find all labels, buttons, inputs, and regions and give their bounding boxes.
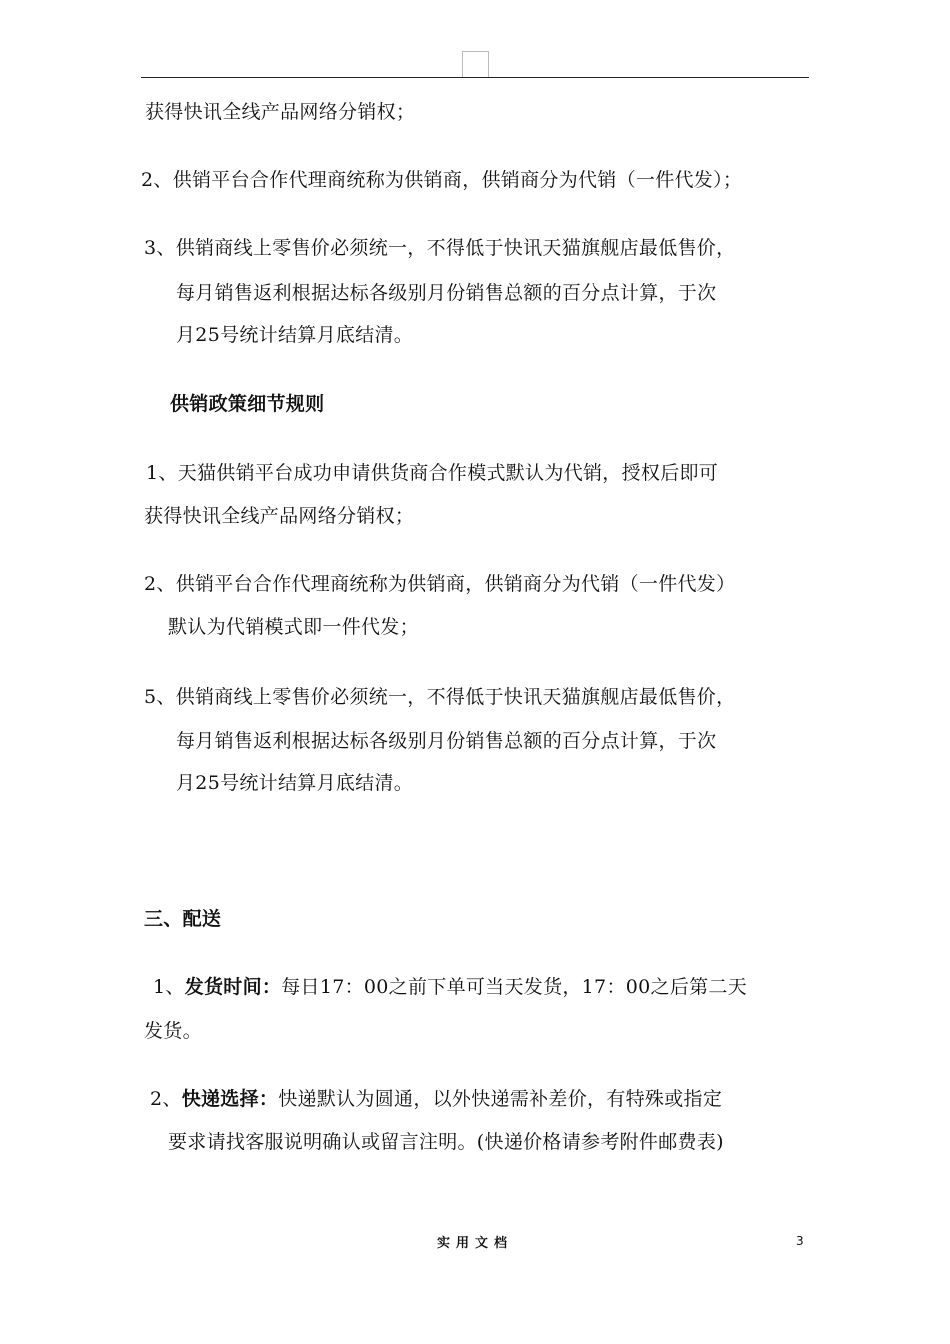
list-prefix: 1、 [153, 976, 185, 998]
text-line: 2、供销平台合作代理商统称为供销商，供销商分为代销（一件代发）； [141, 169, 743, 191]
text-line: 月25号统计结算月底结清。 [176, 324, 414, 346]
bold-label: 发货时间： [184, 976, 282, 998]
header-placeholder-box [462, 51, 489, 78]
text-line: 获得快讯全线产品网络分销权； [144, 505, 415, 527]
text-line: 1、天猫供销平台成功申请供货商合作模式默认为代销，授权后即可 [146, 462, 719, 484]
section-heading: 三、配送 [144, 908, 222, 930]
text-line: 月25号统计结算月底结清。 [176, 772, 414, 794]
bold-label: 快递选择： [181, 1088, 279, 1110]
text-line [150, 1087, 722, 1111]
text-run: 快递默认为圆通，以外快递需补差价，有特殊或指定 [278, 1088, 723, 1110]
page-number: 3 [796, 1234, 804, 1248]
footer-label: 实用文档 [436, 1236, 513, 1251]
text-line: 要求请找客服说明确认或留言注明。(快递价格请参考附件邮费表) [168, 1131, 724, 1153]
text-line: 获得快讯全线产品网络分销权； [145, 101, 416, 123]
text-line: 3、供销商线上零售价必须统一，不得低于快讯天猫旗舰店最低售价， [144, 237, 736, 259]
text-line: 2、供销平台合作代理商统称为供销商，供销商分为代销（一件代发） [144, 573, 736, 595]
header-rule [141, 77, 809, 78]
text-line [153, 975, 747, 999]
text-line: 5、供销商线上零售价必须统一，不得低于快讯天猫旗舰店最低售价， [144, 686, 736, 708]
text-line: 每月销售返利根据达标各级别月份销售总额的百分点计算，于次 [176, 730, 717, 752]
text-line: 发货。 [144, 1020, 202, 1042]
text-line: 默认为代销模式即一件代发； [168, 616, 419, 638]
list-prefix: 2、 [150, 1088, 182, 1110]
text-line: 每月销售返利根据达标各级别月份销售总额的百分点计算，于次 [176, 282, 717, 304]
text-run: 每日17：00之前下单可当天发货，17：00之后第二天 [281, 976, 748, 998]
section-heading: 供销政策细节规则 [170, 393, 325, 415]
